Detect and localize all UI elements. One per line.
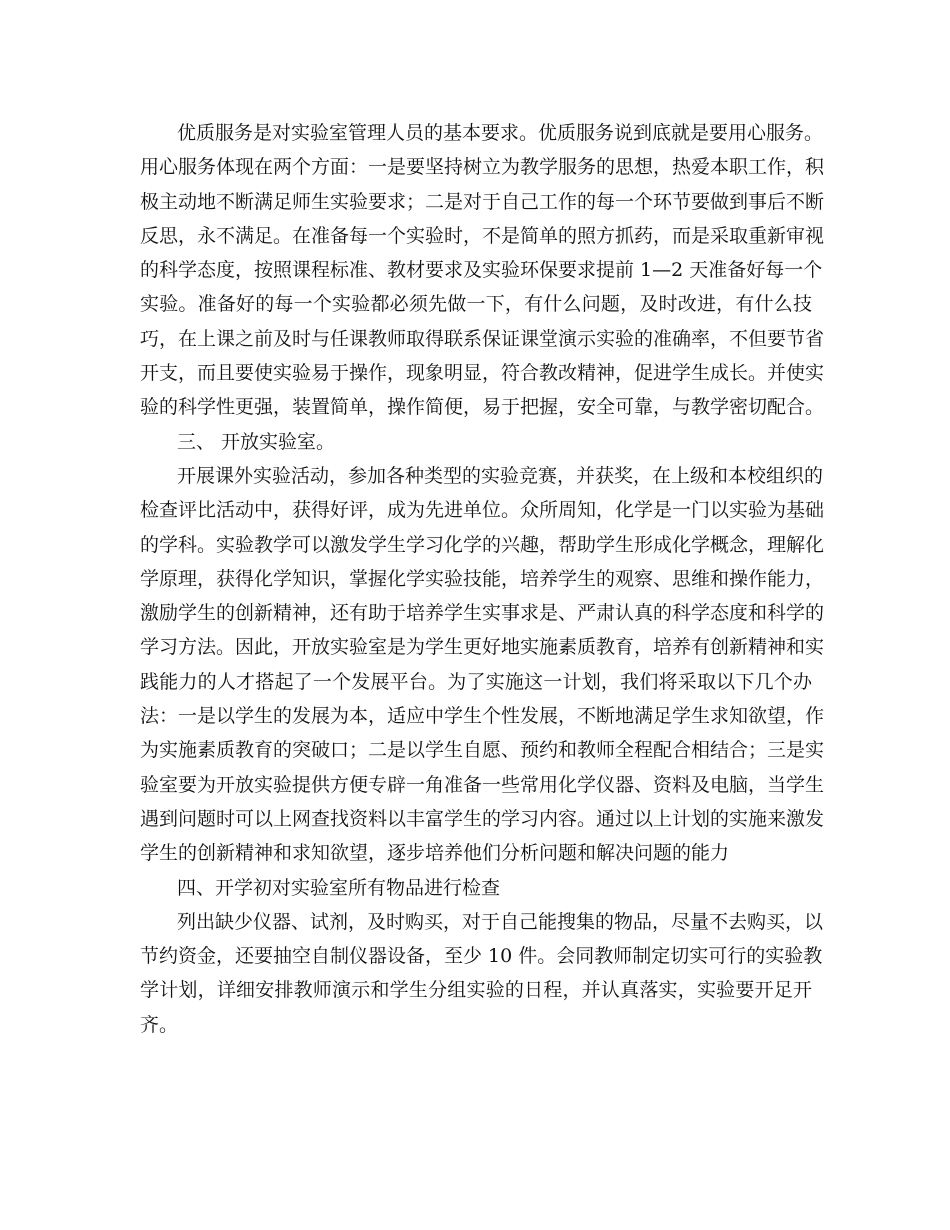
text-line: 为实施素质教育的突破口；二是以学生自愿、预约和教师全程配合相结合；三是实 — [140, 739, 825, 762]
text-line: 开支，而且要使实验易于操作，现象明显，符合教改精神，促进学生成长。并使实 — [140, 362, 825, 385]
text-line: 遇到问题时可以上网查找资料以丰富学生的学习内容。通过以上计划的实施来激发 — [140, 807, 825, 830]
text-line: 用心服务体现在两个方面：一是要坚持树立为教学服务的思想，热爱本职工作，积 — [140, 156, 825, 179]
text-line: 列出缺少仪器、试剂，及时购买，对于自己能搜集的物品，尽量不去购买，以 — [177, 910, 824, 933]
text-line: 激励学生的创新精神，还有助于培养学生实事求是、严肃认真的科学态度和科学的 — [140, 602, 825, 625]
text-line: 学生的创新精神和求知欲望，逐步培养他们分析问题和解决问题的能力 — [140, 842, 730, 865]
text-line: 节约资金，还要抽空自制仪器设备，至少 10 件。会同教师制定切实可行的实验教 — [140, 945, 823, 968]
section-heading: 三、 开放实验室。 — [177, 430, 336, 453]
text-line: 学计划，详细安排教师演示和学生分组实验的日程，并认真落实，实验要开足开 — [140, 979, 812, 1002]
text-line: 齐。 — [140, 1013, 179, 1036]
text-line: 验的科学性更强，装置简单，操作简便，易于把握，安全可靠，与教学密切配合。 — [140, 396, 825, 419]
text-line: 践能力的人才搭起了一个发展平台。为了实施这一计划，我们将采取以下几个办 — [140, 670, 812, 693]
text-line: 验室要为开放实验提供方便专辟一角准备一些常用化学仪器、资料及电脑，当学生 — [140, 773, 825, 796]
text-line: 实验。准备好的每一个实验都必须先做一下，有什么问题，及时改进，有什么技 — [140, 293, 812, 316]
text-line: 巧，在上课之前及时与任课教师取得联系保证课堂演示实验的准确率，不但要节省 — [140, 327, 825, 350]
text-line: 的科学态度，按照课程标准、教材要求及实验环保要求提前 1—2 天准备好每一个 — [140, 259, 823, 282]
text-line: 学原理，获得化学知识，掌握化学实验技能，培养学生的观察、思维和操作能力， — [140, 567, 825, 590]
text-line: 检查评比活动中，获得好评，成为先进单位。众所周知，化学是一门以实验为基础 — [140, 499, 825, 522]
text-line: 的学科。实验教学可以激发学生学习化学的兴趣，帮助学生形成化学概念，理解化 — [140, 533, 825, 556]
text-line: 优质服务是对实验室管理人员的基本要求。优质服务说到底就是要用心服务。 — [177, 122, 824, 144]
text-line: 极主动地不断满足师生实验要求；二是对于自己工作的每一个环节要做到事后不断 — [140, 190, 825, 213]
text-line: 反思，永不满足。在准备每一个实验时，不是简单的照方抓药，而是采取重新审视 — [140, 224, 825, 247]
text-line: 开展课外实验活动，参加各种类型的实验竞赛，并获奖，在上级和本校组织的 — [177, 464, 824, 487]
section-heading: 四、开学初对实验室所有物品进行检查 — [177, 876, 501, 899]
text-line: 法：一是以学生的发展为本，适应中学生个性发展，不断地满足学生求知欲望，作 — [140, 705, 825, 728]
text-line: 学习方法。因此，开放实验室是为学生更好地实施素质教育，培养有创新精神和实 — [140, 636, 825, 659]
document-page — [140, 116, 825, 1042]
